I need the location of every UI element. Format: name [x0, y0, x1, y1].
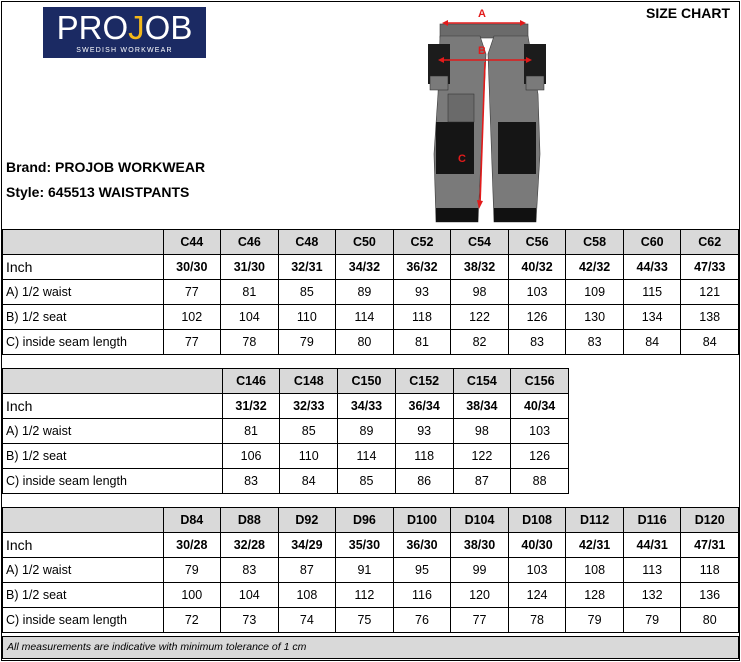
table-cell: 126	[511, 444, 569, 469]
table-cell: D92	[278, 508, 336, 533]
tolerance-note: All measurements are indicative with minimum tolerance of 1 cm	[2, 636, 739, 659]
table-cell: 93	[395, 419, 453, 444]
table-cell: 122	[453, 444, 511, 469]
table-cell: 98	[451, 280, 509, 305]
table-cell: 81	[393, 330, 451, 355]
table-cell: 136	[681, 583, 739, 608]
table-cell: 89	[338, 419, 396, 444]
table-cell: 42/31	[566, 533, 624, 558]
table-cell: C154	[453, 369, 511, 394]
table-cell: 79	[623, 608, 681, 633]
row-label-cell: Inch	[3, 255, 164, 280]
table-cell: 112	[336, 583, 394, 608]
size-header-row	[3, 230, 739, 255]
size-table-c-regular	[2, 229, 739, 355]
table-cell: C62	[681, 230, 739, 255]
table-cell: 103	[508, 280, 566, 305]
table-cell: 85	[338, 469, 396, 494]
table-cell: 79	[163, 558, 221, 583]
table-cell: 40/32	[508, 255, 566, 280]
table-cell: 114	[336, 305, 394, 330]
table-cell: 35/30	[336, 533, 394, 558]
table-cell: 47/33	[681, 255, 739, 280]
inch-row	[3, 255, 739, 280]
table-cell: 134	[623, 305, 681, 330]
row-label-cell: B) 1/2 seat	[3, 444, 223, 469]
table-cell: 87	[278, 558, 336, 583]
table-cell: 42/32	[566, 255, 624, 280]
style-line: Style: 645513 WAISTPANTS	[6, 184, 190, 200]
table-cell: 47/31	[681, 533, 739, 558]
logo-subtitle: SWEDISH WORKWEAR	[76, 47, 173, 54]
table-cell: 75	[336, 608, 394, 633]
brand-line: Brand: PROJOB WORKWEAR	[6, 159, 206, 175]
table-cell: 95	[393, 558, 451, 583]
projob-logo	[43, 7, 206, 58]
waist-row	[3, 558, 739, 583]
table-cell: 116	[393, 583, 451, 608]
table-cell: C54	[451, 230, 509, 255]
row-label-cell: Inch	[3, 533, 164, 558]
table-cell: 77	[163, 330, 221, 355]
table-cell: 88	[511, 469, 569, 494]
table-cell: 110	[280, 444, 338, 469]
table-cell: 115	[623, 280, 681, 305]
logo-wordmark: PROJOB	[56, 9, 193, 46]
row-label-cell	[3, 508, 164, 533]
seat-row	[3, 583, 739, 608]
table-cell: 36/32	[393, 255, 451, 280]
table-cell: C46	[221, 230, 279, 255]
table-cell: 31/32	[222, 394, 280, 419]
table-cell: C48	[278, 230, 336, 255]
table-cell: 91	[336, 558, 394, 583]
table-cell: 72	[163, 608, 221, 633]
table-cell: 81	[221, 280, 279, 305]
table-cell: C146	[222, 369, 280, 394]
label-c: C	[458, 153, 466, 165]
table-cell: 36/34	[395, 394, 453, 419]
table-cell: 31/30	[221, 255, 279, 280]
table-cell: 34/32	[336, 255, 394, 280]
table-cell: 93	[393, 280, 451, 305]
table-cell: 122	[451, 305, 509, 330]
table-cell: C44	[163, 230, 221, 255]
table-cell: 83	[508, 330, 566, 355]
table-cell: 82	[451, 330, 509, 355]
table-cell: 73	[221, 608, 279, 633]
table-cell: 118	[395, 444, 453, 469]
row-label-cell	[3, 369, 223, 394]
table-cell: C58	[566, 230, 624, 255]
table-cell: C56	[508, 230, 566, 255]
table-cell: D108	[508, 508, 566, 533]
table-cell: 99	[451, 558, 509, 583]
table-cell: 74	[278, 608, 336, 633]
row-label-cell: A) 1/2 waist	[3, 419, 223, 444]
table-cell: 109	[566, 280, 624, 305]
table-cell: 87	[453, 469, 511, 494]
table-cell: 40/34	[511, 394, 569, 419]
row-label-cell: Inch	[3, 394, 223, 419]
table-cell: 76	[393, 608, 451, 633]
table-cell: 78	[221, 330, 279, 355]
table-cell: D112	[566, 508, 624, 533]
table-cell: 106	[222, 444, 280, 469]
table-cell: 130	[566, 305, 624, 330]
table-cell: C148	[280, 369, 338, 394]
page-title: SIZE CHART	[646, 5, 730, 21]
table-cell: 38/32	[451, 255, 509, 280]
seat-row	[3, 444, 569, 469]
table-cell: 108	[278, 583, 336, 608]
row-label-cell: A) 1/2 waist	[3, 280, 164, 305]
table-cell: 83	[566, 330, 624, 355]
table-cell: 77	[451, 608, 509, 633]
table-cell: 102	[163, 305, 221, 330]
size-table-c-long	[2, 368, 569, 494]
table-cell: C150	[338, 369, 396, 394]
row-label-cell: A) 1/2 waist	[3, 558, 164, 583]
table-cell: C156	[511, 369, 569, 394]
table-cell: 103	[511, 419, 569, 444]
table-cell: 38/30	[451, 533, 509, 558]
table-cell: 34/33	[338, 394, 396, 419]
waist-row	[3, 280, 739, 305]
table-cell: C152	[395, 369, 453, 394]
table-cell: 103	[508, 558, 566, 583]
table-cell: 84	[623, 330, 681, 355]
table-cell: 100	[163, 583, 221, 608]
seam-row	[3, 469, 569, 494]
table-cell: 118	[681, 558, 739, 583]
table-cell: 30/28	[163, 533, 221, 558]
table-cell: 32/28	[221, 533, 279, 558]
table-cell: 36/30	[393, 533, 451, 558]
table-cell: 126	[508, 305, 566, 330]
table-cell: D104	[451, 508, 509, 533]
table-cell: D116	[623, 508, 681, 533]
row-label-cell: C) inside seam length	[3, 608, 164, 633]
table-cell: C50	[336, 230, 394, 255]
table-cell: 128	[566, 583, 624, 608]
size-header-row	[3, 369, 569, 394]
table-cell: D88	[221, 508, 279, 533]
table-cell: D100	[393, 508, 451, 533]
table-cell: 40/30	[508, 533, 566, 558]
table-cell: 113	[623, 558, 681, 583]
table-cell: D84	[163, 508, 221, 533]
table-cell: 110	[278, 305, 336, 330]
waist-row	[3, 419, 569, 444]
seam-row	[3, 608, 739, 633]
table-cell: 121	[681, 280, 739, 305]
label-b: B	[478, 45, 486, 57]
table-cell: 81	[222, 419, 280, 444]
table-cell: D120	[681, 508, 739, 533]
table-cell: 114	[338, 444, 396, 469]
inch-row	[3, 394, 569, 419]
table-cell: 44/33	[623, 255, 681, 280]
row-label-cell: B) 1/2 seat	[3, 583, 164, 608]
table-cell: 80	[681, 608, 739, 633]
table-cell: 34/29	[278, 533, 336, 558]
table-cell: 84	[681, 330, 739, 355]
table-cell: C52	[393, 230, 451, 255]
table-cell: 132	[623, 583, 681, 608]
table-cell: 79	[278, 330, 336, 355]
table-cell: 44/31	[623, 533, 681, 558]
seat-row	[3, 305, 739, 330]
table-cell: 108	[566, 558, 624, 583]
table-cell: 124	[508, 583, 566, 608]
table-cell: 118	[393, 305, 451, 330]
table-cell: 85	[278, 280, 336, 305]
row-label-cell: C) inside seam length	[3, 330, 164, 355]
table-cell: D96	[336, 508, 394, 533]
table-cell: 104	[221, 583, 279, 608]
table-cell: 38/34	[453, 394, 511, 419]
row-label-cell: C) inside seam length	[3, 469, 223, 494]
table-cell: 84	[280, 469, 338, 494]
table-cell: 89	[336, 280, 394, 305]
table-cell: 83	[222, 469, 280, 494]
table-cell: 86	[395, 469, 453, 494]
table-cell: 80	[336, 330, 394, 355]
table-cell: 78	[508, 608, 566, 633]
inch-row	[3, 533, 739, 558]
table-cell: 32/31	[278, 255, 336, 280]
table-cell: 77	[163, 280, 221, 305]
table-cell: 32/33	[280, 394, 338, 419]
table-cell: 85	[280, 419, 338, 444]
table-cell: 83	[221, 558, 279, 583]
table-cell: 120	[451, 583, 509, 608]
table-cell: 98	[453, 419, 511, 444]
row-label-cell	[3, 230, 164, 255]
size-header-row	[3, 508, 739, 533]
seam-row	[3, 330, 739, 355]
table-cell: C60	[623, 230, 681, 255]
row-label-cell: B) 1/2 seat	[3, 305, 164, 330]
table-cell: 138	[681, 305, 739, 330]
pants-diagram	[428, 4, 546, 227]
table-cell: 79	[566, 608, 624, 633]
table-cell: 30/30	[163, 255, 221, 280]
label-a: A	[478, 8, 486, 20]
size-table-d	[2, 507, 739, 633]
table-cell: 104	[221, 305, 279, 330]
